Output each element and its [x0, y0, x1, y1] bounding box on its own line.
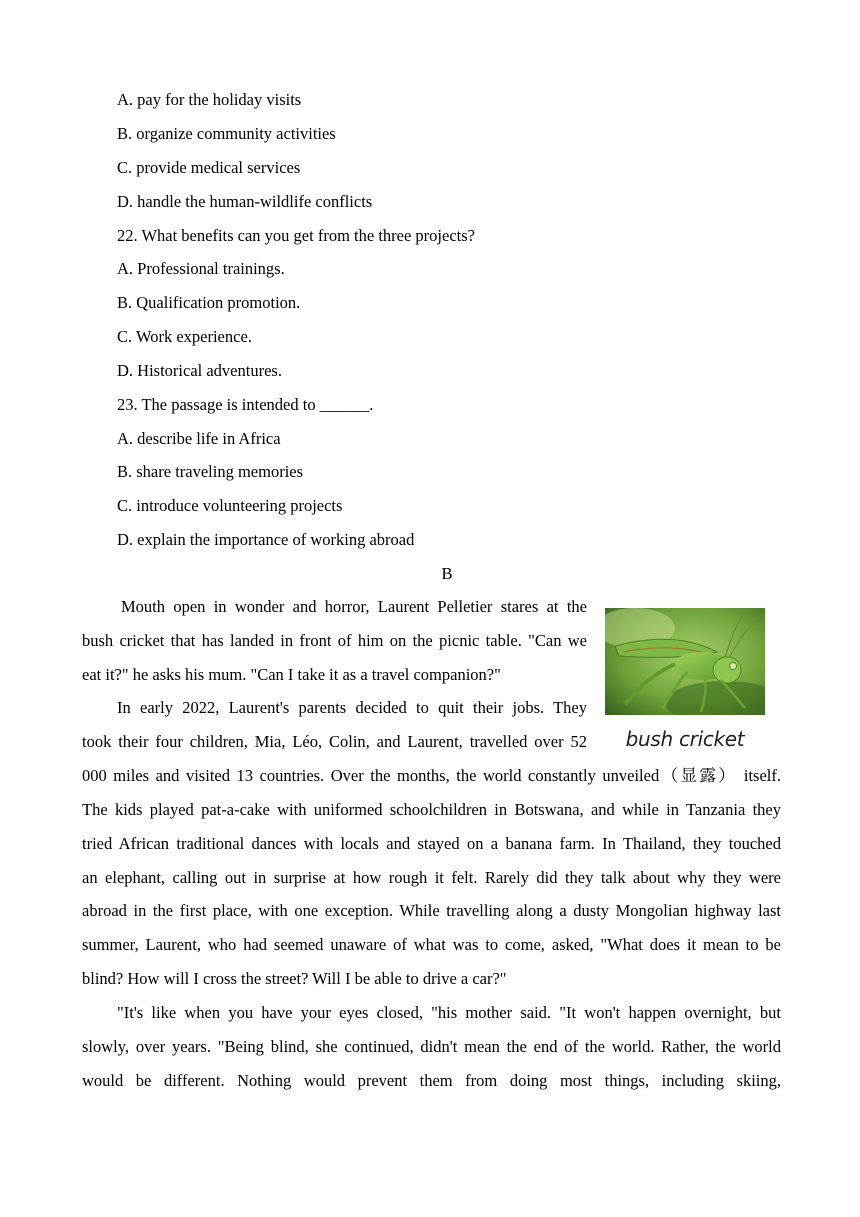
passage-line: tried African traditional dances with locals and stayed on a banana farm. In Thailand, they touched [82, 833, 781, 853]
q21-option-c: C. provide medical services [117, 158, 301, 177]
passage-line: bush cricket that has landed in front of him on the picnic table. "Can we [82, 630, 587, 650]
passage-line: 000 miles and visited 13 countries. Over the months, the world constantly unveiled（显露） itself. [82, 765, 781, 785]
passage-line: "It's like when you have your eyes closed, "his mother said. "It won't happen overnight, but [117, 1003, 781, 1022]
q22-option-c: C. Work experience. [117, 327, 252, 346]
q22-option-a: A. Professional trainings. [117, 259, 285, 278]
passage-line: In early 2022, Laurent's parents decided to quit their jobs. They [117, 698, 587, 717]
passage-line: slowly, over years. "Being blind, she continued, didn't mean the end of the world. Rather, the world [82, 1036, 781, 1056]
passage-line: blind? How will I cross the street? Will I be able to drive a car?" [82, 969, 507, 989]
passage-line: eat it?" he asks his mum. "Can I take it as a travel companion?" [82, 664, 501, 684]
passage-line: Mouth open in wonder and horror, Laurent Pelletier stares at the [121, 597, 587, 616]
q21-option-d: D. handle the human-wildlife conflicts [117, 192, 373, 211]
q23-option-b: B. share traveling memories [117, 462, 304, 481]
figure-caption: bush cricket [625, 727, 745, 751]
q23-option-a: A. describe life in Africa [117, 429, 281, 448]
passage-line: abroad in the first place, with one exception. While travelling along a dusty Mongolian highway last [82, 901, 781, 921]
passage-line: summer, Laurent, who had seemed unaware of what was to come, asked, "What does it mean to be [82, 935, 781, 955]
q21-option-a: A. pay for the holiday visits [117, 90, 302, 109]
passage-line: took their four children, Mia, Léo, Colin, and Laurent, travelled over 52 [82, 731, 587, 751]
passage-paragraph-3 [82, 996, 781, 1098]
passage-paragraph-2 [82, 691, 781, 996]
q23-question: 23. The passage is intended to ______. [117, 395, 374, 414]
q22-option-d: D. Historical adventures. [117, 361, 282, 380]
q22-option-b: B. Qualification promotion. [117, 293, 301, 312]
section-label: B [441, 564, 453, 583]
q23-option-d: D. explain the importance of working abroad [117, 530, 415, 549]
passage-line: an elephant, calling out in surprise at how rough it felt. Rarely did they talk about why they were [82, 867, 781, 887]
passage-paragraph-1 [82, 590, 587, 692]
passage-line: would be different. Nothing would prevent them from doing most things, including skiing, [82, 1070, 781, 1090]
q21-option-b: B. organize community activities [117, 124, 336, 143]
passage-line: The kids played pat-a-cake with uniformed schoolchildren in Botswana, and while in Tanzania they [82, 799, 781, 819]
q23-option-c: C. introduce volunteering projects [117, 496, 343, 515]
q22-question: 22. What benefits can you get from the three projects? [117, 226, 475, 245]
